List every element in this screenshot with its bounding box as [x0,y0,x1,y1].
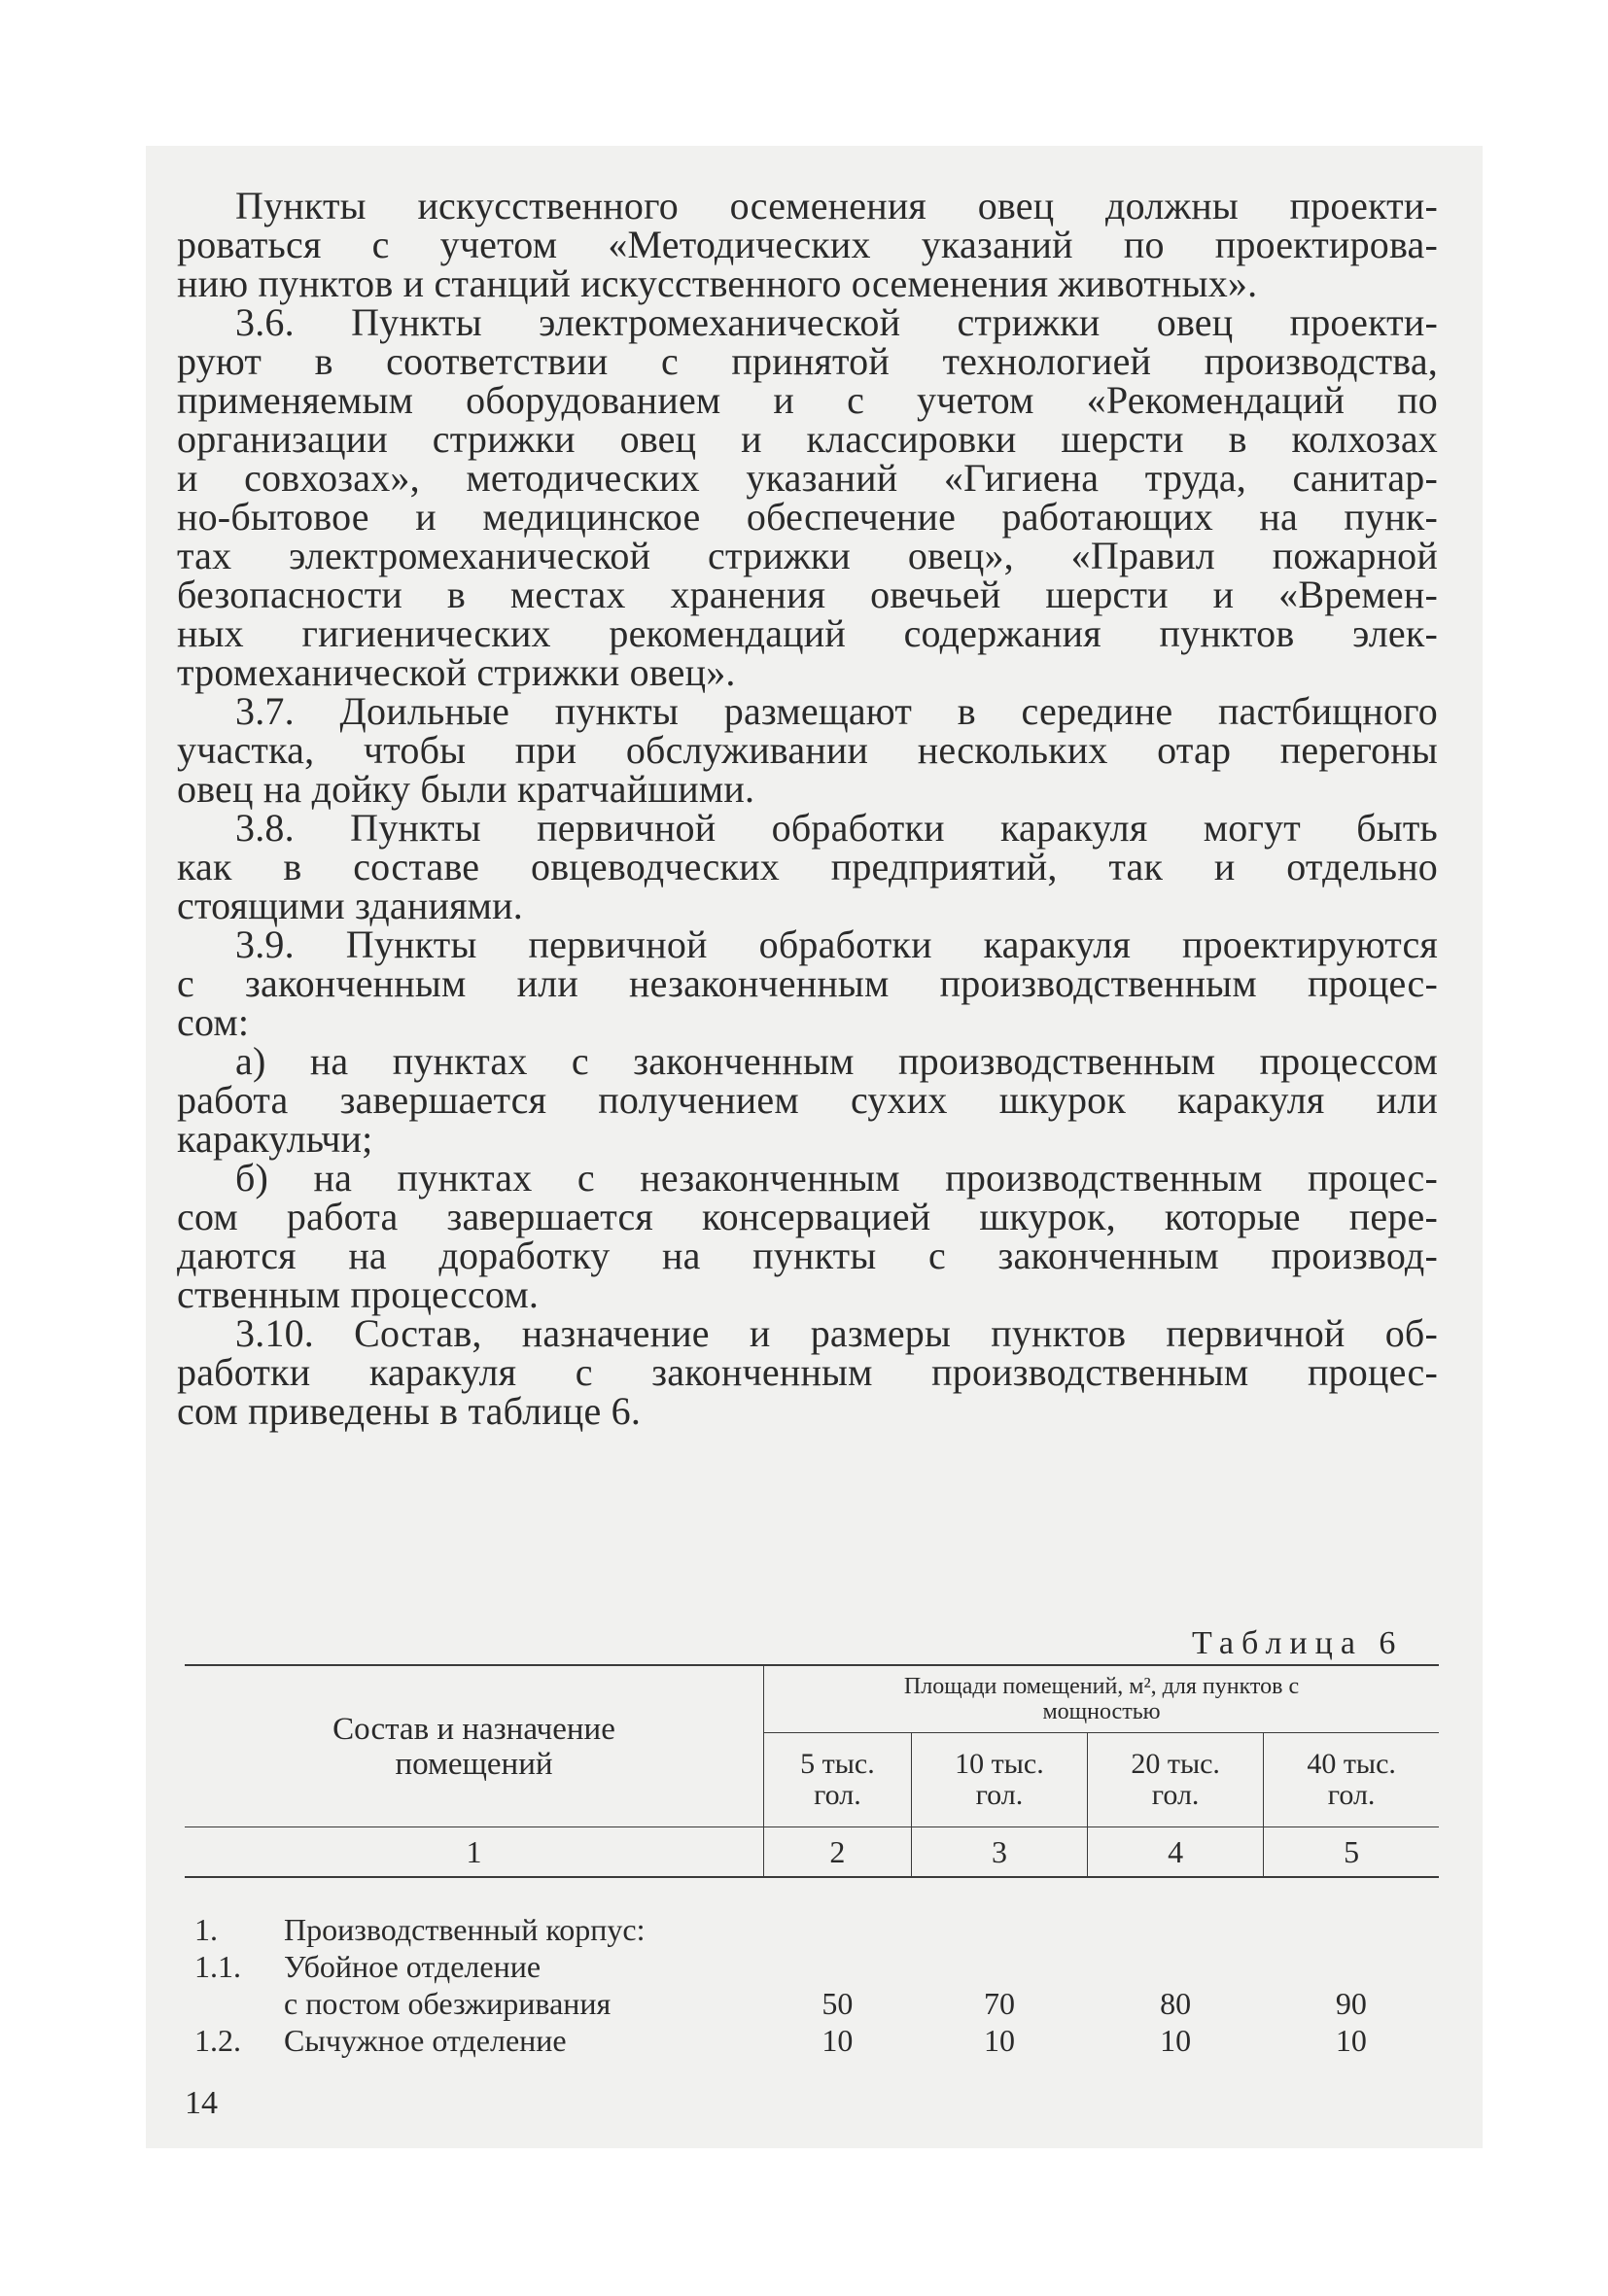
cell-value [764,1911,912,1948]
text-line: как в составе овцеводческих предприятий, так и отдельно [177,845,1438,888]
text-line: овец на дойку были кратчайшими. [177,767,755,811]
header-col-40k [1264,1733,1439,1827]
cell-value [911,1948,1087,1985]
col-number: 5 [1264,1827,1439,1878]
text-line: организации стрижки овец и классировки шерсти в колхозах [177,417,1438,461]
text-line: даются на доработку на пункты с законченным производ- [177,1234,1438,1277]
text-line: ных гигиенических рекомендаций содержания пунктов элек- [177,611,1438,655]
text-line: а) на пунктах с законченным производственным процессом [235,1039,1438,1083]
header-col-5k-line-1: 5 тыс. [800,1748,875,1780]
cell-value: 90 [1335,1986,1367,2021]
text-line: сом работа завершается консервацией шкурок, которые пере- [177,1195,1438,1238]
text-line: 3.9. Пункты первичной обработки каракуля проектируются [235,922,1438,966]
header-col-10k-line-1: 10 тыс. [955,1748,1044,1780]
row-label-cell [185,1948,764,1985]
row-label-cell [185,2022,764,2059]
cell-value: 10 [1160,2023,1192,2058]
header-composition-line-1: Состав и назначение [332,1711,615,1747]
table-6 [185,1664,1439,2059]
header-area-line-1: Площади помещений, м², для пунктов с [903,1674,1300,1699]
cell-value: 10 [1335,2023,1367,2058]
text-line: 3.6. Пункты электромеханической стрижки овец проекти- [235,300,1438,344]
text-line: нию пунктов и станций искусственного осеменения животных». [177,261,1258,305]
text-line: ственным процессом. [177,1272,540,1316]
col-number: 3 [911,1827,1087,1878]
header-col-40k-line-1: 40 тыс. [1307,1748,1396,1780]
text-line: 3.8. Пункты первичной обработки каракуля могут быть [235,806,1438,850]
row-label: Сычужное отделение [284,2023,567,2058]
header-area-line-2: мощностью [1042,1699,1161,1724]
text-line: б) на пунктах с незаконченным производственным процес- [235,1156,1438,1200]
cell-value: 10 [983,2023,1015,2058]
row-label: Убойное отделение [284,1949,542,1984]
row-label: Производственный корпус: [284,1912,646,1947]
text-line: участка, чтобы при обслуживании нескольких отар перегоны [177,728,1438,772]
row-index: 1. [194,1912,218,1947]
header-col-10k [911,1733,1087,1827]
header-composition-line-2: помещений [395,1746,553,1782]
col-number: 1 [185,1827,764,1878]
table-row [185,1911,1439,1948]
header-col-40k-line-2: гол. [1327,1779,1376,1811]
table-row [185,1985,1439,2022]
text-line: работа завершается получением сухих шкурок каракуля или [177,1078,1438,1122]
row-label: с постом обезжиривания [284,1986,612,2021]
header-col-5k-line-2: гол. [814,1779,861,1811]
text-line: тромеханической стрижки овец». [177,650,736,694]
table-row [185,1948,1439,1985]
text-line: применяемым оборудованием и с учетом «Рекомендаций по [177,378,1438,422]
table-body [185,1911,1439,2059]
cell-value [764,1948,912,1985]
text-line: и совхозах», методических указаний «Гигиена труда, санитар- [177,456,1438,500]
header-col-20k-line-2: гол. [1151,1779,1200,1811]
text-line: безопасности в местах хранения овечьей шерсти и «Времен- [177,573,1438,616]
text-line: сом: [177,1000,250,1044]
table-caption: Таблица 6 [1192,1625,1404,1661]
row-label-cell [185,1911,764,1948]
row-index: 1.1. [194,1949,241,1984]
table-row [185,2022,1439,2059]
text-line: Пункты искусственного осеменения овец должны проекти- [235,184,1438,227]
text-line: сом приведены в таблице 6. [177,1389,642,1433]
row-index [185,1985,284,2022]
row-index: 1.2. [194,2023,241,2058]
column-number-row [185,1827,1439,1878]
text-line: работки каракуля с законченным производственным процес- [177,1350,1438,1394]
cell-value [1088,1911,1264,1948]
cell-value [1088,1948,1264,1985]
cell-value [911,1911,1087,1948]
text-line: руют в соответствии с принятой технологией производства, [177,339,1438,383]
body-text [177,184,1438,1433]
header-composition [185,1665,764,1827]
text-line: каракульчи; [177,1117,373,1161]
text-line: 3.10. Состав, назначение и размеры пунктов первичной об- [235,1311,1438,1355]
header-col-5k [764,1733,912,1827]
text-line: роваться с учетом «Методических указаний по проектирова- [177,223,1438,266]
cell-value: 70 [983,1986,1015,2021]
header-col-20k-line-1: 20 тыс. [1131,1748,1220,1780]
text-line: 3.7. Доильные пункты размещают в середине пастбищного [235,689,1438,733]
cell-value: 10 [821,2023,854,2058]
header-col-10k-line-2: гол. [975,1779,1024,1811]
cell-value: 80 [1160,1986,1192,2021]
col-number: 2 [764,1827,912,1878]
text-line: стоящими зданиями. [177,884,523,927]
header-area-group [764,1665,1440,1733]
row-label-cell [185,1985,764,2022]
header-col-20k [1088,1733,1264,1827]
text-line: тах электромеханической стрижки овец», «Правил пожарной [177,534,1438,577]
text-line: но-бытовое и медицинское обеспечение работающих на пунк- [177,495,1438,539]
cell-value [1264,1911,1439,1948]
cell-value [1264,1948,1439,1985]
text-line: с законченным или незаконченным производственным процес- [177,961,1438,1005]
page-number: 14 [185,2085,218,2121]
col-number: 4 [1088,1827,1264,1878]
cell-value: 50 [821,1986,854,2021]
